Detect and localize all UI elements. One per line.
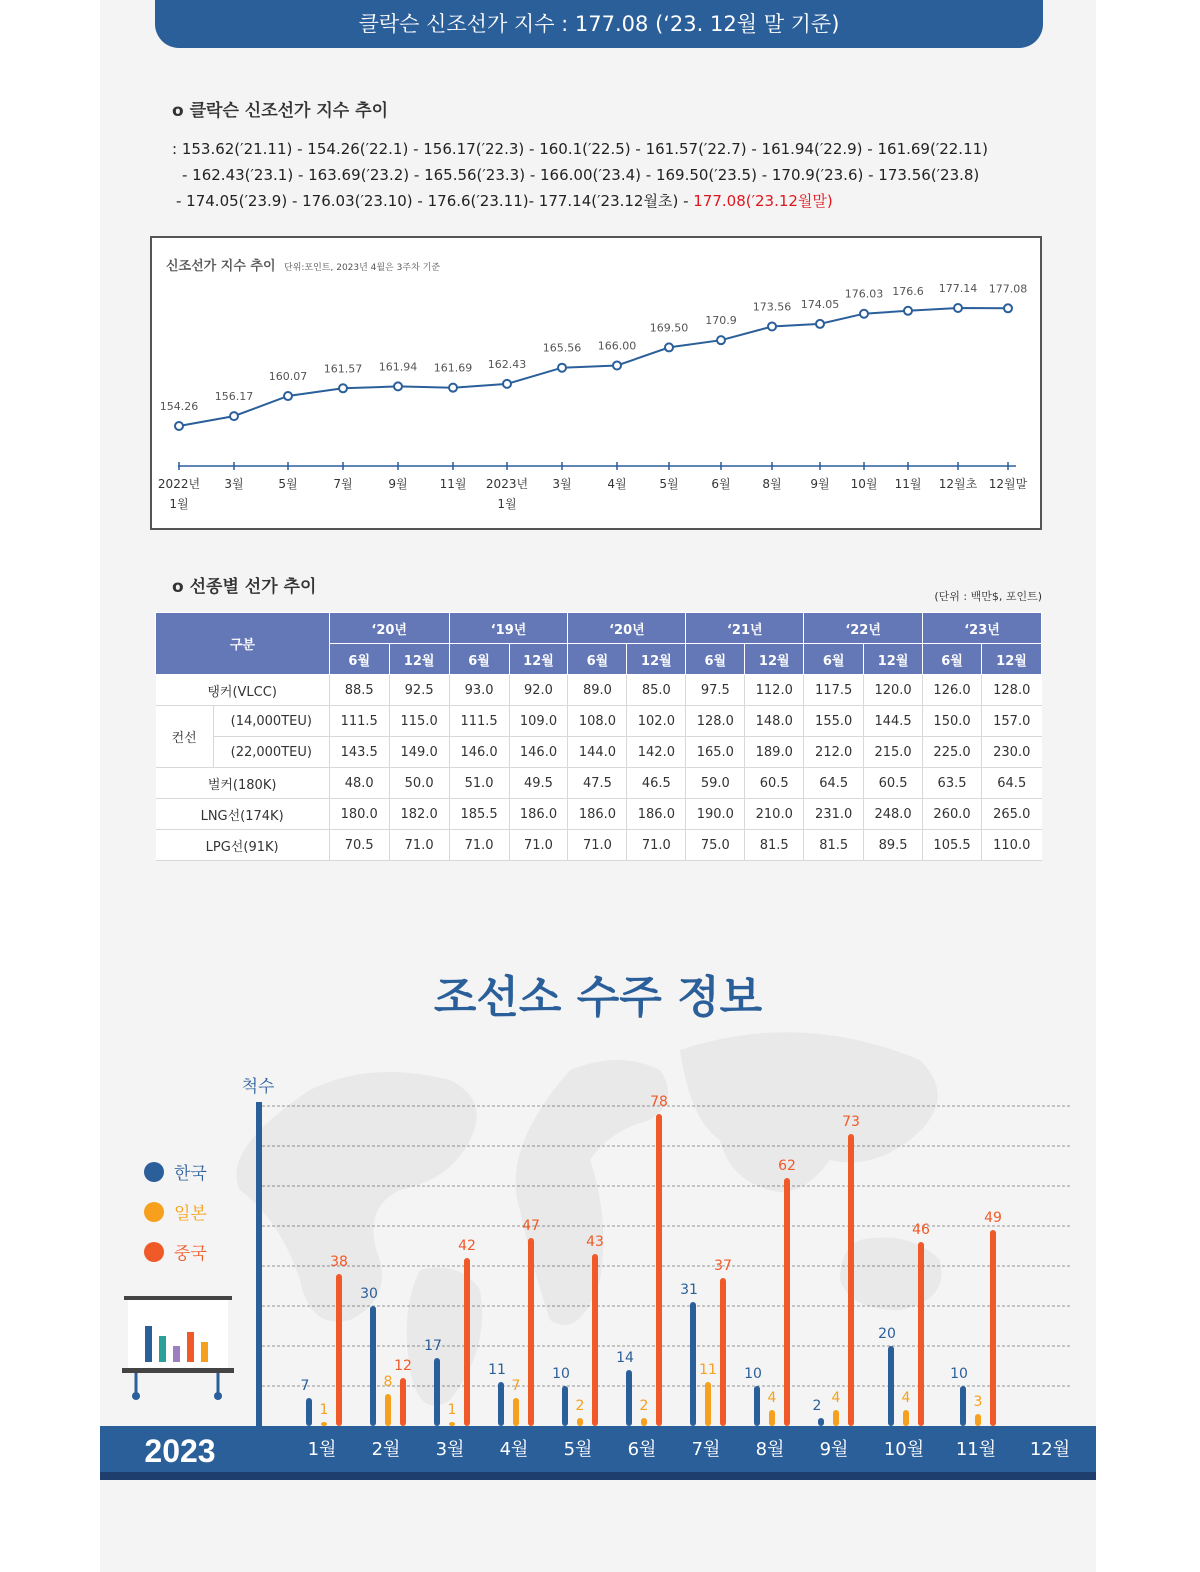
bar-value-label: 47 [522,1218,540,1234]
bar-value-label: 20 [878,1326,896,1342]
x-tick-label: 2022년 [157,477,201,491]
table-cell: 150.0 [923,706,982,737]
bar-value-label: 11 [699,1362,717,1378]
table-row [156,737,1042,768]
line-point [613,361,621,369]
month-header: 12월 [864,644,923,675]
table-cell: 149.0 [389,737,449,768]
line-point [768,322,776,330]
table-cell: 60.5 [745,768,804,799]
bar-value-label: 73 [842,1114,860,1130]
line-point [1004,304,1012,312]
table-cell: 49.5 [509,768,568,799]
bar-일본 [577,1418,583,1426]
bar-한국 [960,1386,966,1426]
month-header: 6월 [449,644,509,675]
bar-중국 [592,1254,598,1426]
table-cell: 146.0 [509,737,568,768]
bar-일본 [769,1410,775,1426]
line-point [954,304,962,312]
x-category-label: 6월 [627,1439,657,1460]
table-cell: 97.5 [686,675,745,706]
section-title-price-by-type: o 선종별 선가 추이 [172,577,317,597]
line-chart-title: 신조선가 지수 추이 [166,259,276,274]
bar-value-label: 3 [973,1394,983,1410]
bar-value-label: 30 [360,1286,378,1302]
x-category-label: 5월 [563,1439,593,1460]
table-cell: 260.0 [923,799,982,830]
trend-line-3-black: - 174.05(′23.9) - 176.03(′23.10) - 176.6(′23.11)- 177.14(′23.12월초) - [176,192,694,210]
table-cell: 64.5 [804,768,864,799]
bottom-band [100,1426,1096,1474]
year-header: ‘20년 [568,613,686,644]
bar-value-label: 46 [912,1222,930,1238]
x-tick-label: 1월 [169,497,189,511]
board-bar [201,1342,208,1362]
table-cell: 71.0 [627,830,686,861]
shipyard-orders-infographic [100,940,1096,1480]
table-row [156,768,1042,799]
table-cell: 60.5 [864,768,923,799]
board-bar [159,1336,166,1362]
bar-value-label: 31 [680,1282,698,1298]
table-cell: 185.5 [449,799,509,830]
bar-value-label: 2 [575,1398,585,1414]
bar-value-label: 7 [511,1378,521,1394]
bar-중국 [990,1230,996,1426]
bar-value-label: 7 [300,1378,310,1394]
table-cell: 186.0 [627,799,686,830]
bar-value-label: 62 [778,1158,796,1174]
table-cell: 230.0 [982,737,1042,768]
x-tick-label: 4월 [607,477,627,491]
month-header: 6월 [804,644,864,675]
bar-value-label: 78 [650,1094,668,1110]
legend-swatch-china [144,1242,164,1262]
table-cell: 265.0 [982,799,1042,830]
month-header: 12월 [509,644,568,675]
table-cell: 120.0 [864,675,923,706]
bar-value-label: 4 [831,1390,841,1406]
x-tick-label: 11월 [439,477,467,491]
presentation-board-icon [122,1296,234,1400]
x-category-label: 3월 [435,1439,465,1460]
bar-일본 [449,1422,455,1426]
table-cell: 248.0 [864,799,923,830]
table-row [156,799,1042,830]
bar-일본 [385,1394,391,1426]
x-tick-label: 9월 [388,477,408,491]
table-cell: 109.0 [509,706,568,737]
x-tick-label: 3월 [224,477,244,491]
line-point [449,384,457,392]
line-value-label: 161.94 [378,360,418,374]
table-cell: 146.0 [449,737,509,768]
bar-value-label: 1 [319,1402,329,1418]
table-cell: 215.0 [864,737,923,768]
x-tick-label: 10월 [850,477,878,491]
bar-value-label: 8 [383,1374,393,1390]
x-tick-label: 5월 [278,477,298,491]
line-point [230,412,238,420]
newbuilding-price-line-chart [152,238,1040,528]
table-cell: 165.0 [686,737,745,768]
x-category-label: 2월 [371,1439,401,1460]
line-point [816,320,824,328]
bar-한국 [626,1370,632,1426]
table-cell: 51.0 [449,768,509,799]
line-series [179,308,1008,426]
year-header: ‘22년 [804,613,923,644]
bar-value-label: 17 [424,1338,442,1354]
bar-value-label: 42 [458,1238,476,1254]
line-value-label: 177.08 [988,282,1028,296]
line-point [339,384,347,392]
line-point [665,343,673,351]
bar-일본 [903,1410,909,1426]
table-cell: 111.5 [449,706,509,737]
bar-value-label: 37 [714,1258,732,1274]
table-cell: 111.5 [329,706,389,737]
table-row [156,675,1042,706]
table-cell: 46.5 [627,768,686,799]
bar-중국 [656,1114,662,1426]
line-point [175,422,183,430]
month-header: 6월 [923,644,982,675]
legend-swatch-korea [144,1162,164,1182]
table-cell: 186.0 [568,799,627,830]
table-cell: 89.0 [568,675,627,706]
board-foot-left [132,1392,140,1400]
line-point [904,307,912,315]
bar-value-label: 4 [901,1390,911,1406]
month-header: 12월 [982,644,1042,675]
board-top-rail [124,1296,232,1300]
bar-일본 [975,1414,981,1426]
line-point [860,310,868,318]
trend-line-3 [172,188,1072,214]
legend-label-china: 중국 [174,1244,207,1264]
year-header: ‘20년 [329,613,449,644]
table-cell: 105.5 [923,830,982,861]
bar-중국 [528,1238,534,1426]
table-cell: 128.0 [982,675,1042,706]
bar-한국 [498,1382,504,1426]
board-foot-right [214,1392,222,1400]
table-row [156,706,1042,737]
table-cell: 128.0 [686,706,745,737]
line-value-label: 170.9 [705,314,737,328]
table-cell: 71.0 [509,830,568,861]
line-point [394,382,402,390]
line-value-label: 161.57 [323,362,363,376]
infographic-title: 조선소 수주 정보 [433,972,763,1023]
table-cell: 85.0 [627,675,686,706]
x-category-label: 9월 [819,1439,849,1460]
month-header: 6월 [568,644,627,675]
x-tick-label: 6월 [711,477,731,491]
line-chart-subtitle: 단위:포인트, 2023년 4월은 3주차 기준 [284,263,441,273]
table-cell: 144.5 [864,706,923,737]
line-value-label: 161.69 [433,361,473,375]
line-point [503,380,511,388]
bar-중국 [336,1274,342,1426]
line-chart-box [150,236,1042,530]
bar-한국 [754,1386,760,1426]
bar-일본 [641,1418,647,1426]
shipyard-orders-bar-chart [100,940,1096,1480]
x-category-label: 10월 [883,1439,925,1460]
line-value-label: 162.43 [487,357,527,371]
bar-value-label: 43 [586,1234,604,1250]
row-label: LPG선(91K) [156,830,330,861]
trend-latest-value: 177.08(′23.12월말) [693,192,833,210]
table-cell: 186.0 [509,799,568,830]
table-cell: 64.5 [982,768,1042,799]
month-header: 12월 [627,644,686,675]
board-bar [187,1332,194,1362]
line-value-label: 176.03 [844,287,884,301]
x-tick-label: 8월 [762,477,782,491]
table-cell: 189.0 [745,737,804,768]
line-value-label: 166.00 [597,339,637,353]
table-cell: 93.0 [449,675,509,706]
line-point [284,392,292,400]
x-tick-label: 3월 [552,477,572,491]
bar-한국 [370,1306,376,1426]
line-value-label: 177.14 [938,282,978,295]
table-cell: 92.0 [509,675,568,706]
table-cell: 71.0 [449,830,509,861]
board-bar [173,1346,180,1362]
table-cell: 48.0 [329,768,389,799]
table-cell: 71.0 [389,830,449,861]
x-tick-label: 5월 [659,477,679,491]
line-value-label: 156.17 [214,390,254,404]
year-header: ‘21년 [686,613,804,644]
board-bar [145,1326,152,1362]
table-cell: 63.5 [923,768,982,799]
line-value-label: 169.50 [649,321,689,335]
year-header: ‘23년 [923,613,1042,644]
table-cell: 50.0 [389,768,449,799]
bar-한국 [888,1346,894,1426]
bar-value-label: 10 [552,1366,570,1382]
line-value-label: 154.26 [159,400,199,413]
year-header: ‘19년 [449,613,568,644]
y-axis-label: 척수 [241,1077,275,1097]
table-cell: 148.0 [745,706,804,737]
table-cell: 47.5 [568,768,627,799]
y-axis-bar [256,1102,262,1426]
table-cell: 112.0 [745,675,804,706]
table-header-years [156,613,1042,644]
bar-중국 [400,1378,406,1426]
line-value-label: 160.07 [268,370,308,384]
bar-value-label: 10 [950,1366,968,1382]
table-cell: 70.5 [329,830,389,861]
x-tick-label: 12월말 [988,477,1028,491]
table-cell: 212.0 [804,737,864,768]
bottom-band-shadow [100,1472,1096,1480]
bar-value-label: 1 [447,1402,457,1418]
legend-swatch-japan [144,1202,164,1222]
bar-중국 [848,1134,854,1426]
bar-value-label: 12 [394,1358,412,1374]
row-group-label: 컨선 [156,706,214,768]
table-cell: 115.0 [389,706,449,737]
line-point [717,336,725,344]
table-cell: 126.0 [923,675,982,706]
table-cell: 81.5 [804,830,864,861]
table-cell: 142.0 [627,737,686,768]
row-label: LNG선(174K) [156,799,330,830]
bar-한국 [562,1386,568,1426]
table-cell: 190.0 [686,799,745,830]
table-cell: 110.0 [982,830,1042,861]
bar-value-label: 49 [984,1210,1002,1226]
bar-중국 [784,1178,790,1426]
table-cell: 180.0 [329,799,389,830]
table-cell: 92.5 [389,675,449,706]
board-bottom-rail [122,1368,234,1373]
world-map-background [236,1032,941,1405]
bar-중국 [918,1242,924,1426]
x-category-label: 11월 [955,1439,997,1460]
ship-price-table [155,612,1042,861]
year-label: 2023 [144,1433,216,1469]
line-point [558,364,566,372]
bar-한국 [434,1358,440,1426]
bar-value-label: 38 [330,1254,348,1270]
legend-label-japan: 일본 [174,1204,207,1224]
month-header: 12월 [745,644,804,675]
table-cell: 225.0 [923,737,982,768]
table-cell: 71.0 [568,830,627,861]
table-cell: 88.5 [329,675,389,706]
table-cell: 108.0 [568,706,627,737]
line-value-label: 165.56 [542,341,582,355]
x-category-label: 4월 [499,1439,529,1460]
x-tick-label: 9월 [810,477,830,491]
x-category-label: 7월 [691,1439,721,1460]
table-cell: 75.0 [686,830,745,861]
bar-value-label: 2 [812,1398,822,1414]
table-cell: 210.0 [745,799,804,830]
bar-일본 [321,1422,327,1426]
table-cell: 144.0 [568,737,627,768]
x-category-label: 8월 [755,1439,785,1460]
month-header: 6월 [686,644,745,675]
month-header: 12월 [389,644,449,675]
table-cell: 143.5 [329,737,389,768]
bar-value-label: 2 [639,1398,649,1414]
line-value-label: 174.05 [800,297,840,311]
table-cell: 231.0 [804,799,864,830]
bar-일본 [833,1410,839,1426]
x-tick-label: 11월 [894,477,922,491]
section-title-index-trend: o 클락슨 신조선가 지수 추이 [172,101,388,121]
table-row [156,830,1042,861]
x-category-label: 1월 [307,1439,337,1460]
table-cell: 155.0 [804,706,864,737]
x-tick-label: 12월초 [938,477,978,491]
bar-중국 [720,1278,726,1426]
x-tick-label: 2023년 [485,477,529,491]
legend-label-korea: 한국 [174,1164,207,1184]
table-cell: 81.5 [745,830,804,861]
bar-value-label: 10 [744,1366,762,1382]
x-category-label: 12월 [1029,1439,1071,1460]
legend [144,1162,207,1264]
table-cell: 102.0 [627,706,686,737]
bar-중국 [464,1258,470,1426]
bar-value-label: 4 [767,1390,777,1406]
line-value-label: 176.6 [892,284,924,298]
table-cell: 182.0 [389,799,449,830]
table-cell: 89.5 [864,830,923,861]
trend-line-1: : 153.62(′21.11) - 154.26(′22.1) - 156.17(′22.3) - 160.1(′22.5) - 161.57(′22.7) - 161.94(′22.9) - 161.69(′22.11) [172,140,989,158]
bar-일본 [513,1398,519,1426]
row-label: (22,000TEU) [213,737,329,768]
page-banner: 클락슨 신조선가 지수 : 177.08 (‘23. 12월 말 기준) [155,0,1043,48]
row-label: 탱커(VLCC) [156,675,330,706]
bar-value-label: 14 [616,1350,634,1366]
bar-한국 [690,1302,696,1426]
table-cell: 117.5 [804,675,864,706]
bar-한국 [306,1398,312,1426]
table-corner: 구분 [156,613,330,675]
row-label: 벌커(180K) [156,768,330,799]
row-label: (14,000TEU) [213,706,329,737]
bar-일본 [705,1382,711,1426]
bar-value-label: 11 [488,1362,506,1378]
bar-한국 [818,1418,824,1426]
table-cell: 59.0 [686,768,745,799]
line-value-label: 173.56 [752,300,792,314]
x-tick-label: 1월 [497,497,517,511]
index-trend-text [172,136,1072,214]
table-unit: (단위 : 백만$, 포인트) [934,590,1042,603]
month-header: 6월 [329,644,389,675]
table-cell: 157.0 [982,706,1042,737]
x-tick-label: 7월 [333,477,353,491]
trend-line-2: - 162.43(′23.1) - 163.69(′23.2) - 165.56(′23.3) - 166.00(′23.4) - 169.50(′23.5) - 170.9(′23.6) - 173.56(′23.8) [182,166,980,184]
